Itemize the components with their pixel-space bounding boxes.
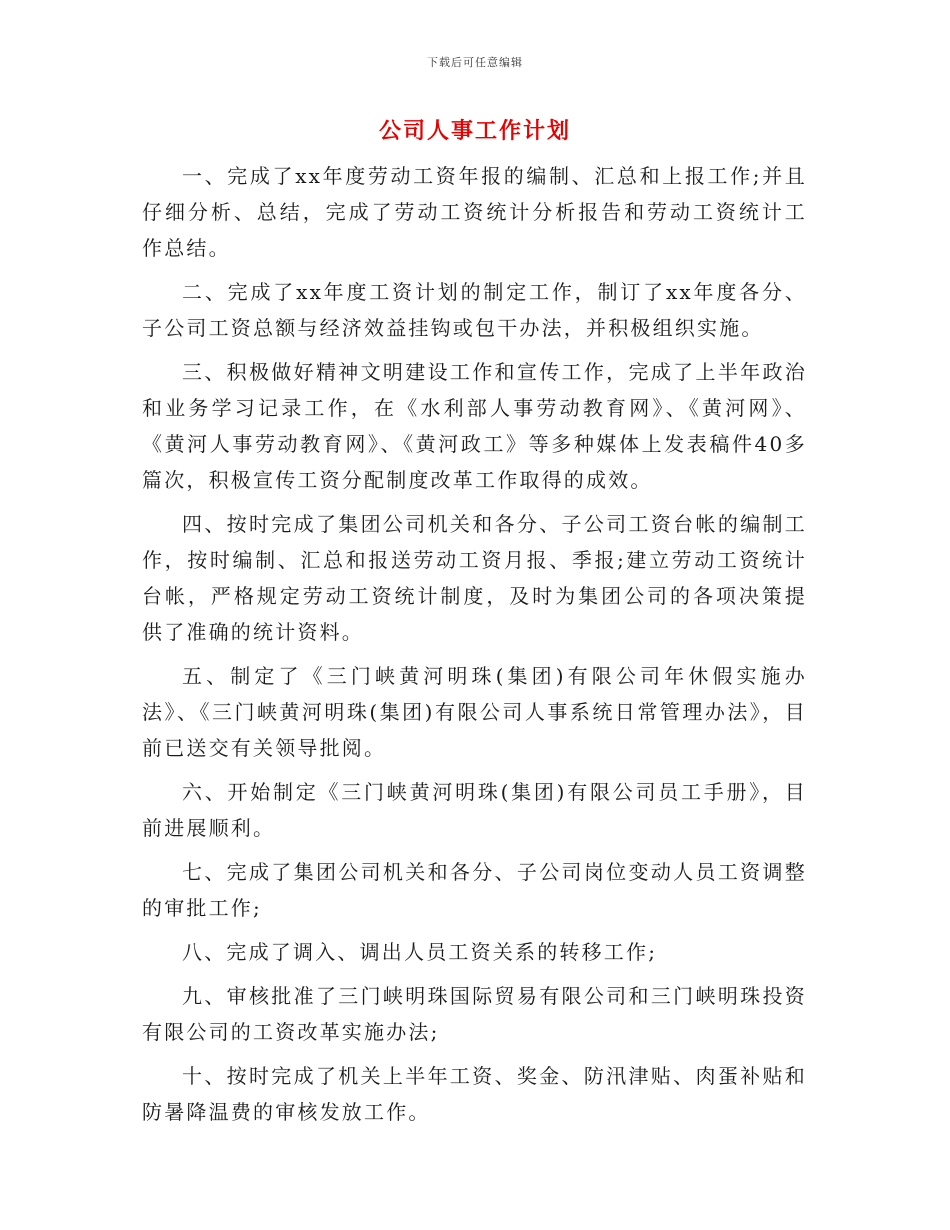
paragraph-10: 十、按时完成了机关上半年工资、奖金、防汛津贴、肉蛋补贴和防暑降温费的审核发放工作。 — [142, 1064, 807, 1124]
document-title: 公司人事工作计划 — [378, 118, 571, 144]
paragraph-7: 七、完成了集团公司机关和各分、子公司岗位变动人员工资调整的审批工作; — [142, 860, 807, 920]
paragraph-8: 八、完成了调入、调出人员工资关系的转移工作; — [182, 940, 658, 964]
document-body — [142, 158, 807, 1138]
paragraph-9: 九、审核批准了三门峡明珠国际贸易有限公司和三门峡明珠投资有限公司的工资改革实施办法; — [142, 984, 807, 1044]
paragraph-6: 六、开始制定《三门峡黄河明珠(集团)有限公司员工手册》，目前进展顺利。 — [142, 780, 807, 840]
paragraph-4: 四、按时完成了集团公司机关和各分、子公司工资台帐的编制工作，按时编制、汇总和报送劳动工资月报、季报;建立劳动工资统计台帐，严格规定劳动工资统计制度，及时为集团公司的各项决策提供了准确的统计资料。 — [142, 512, 807, 644]
paragraph-5: 五、制定了《三门峡黄河明珠(集团)有限公司年休假实施办法》、《三门峡黄河明珠(集团)有限公司人事系统日常管理办法》，目前已送交有关领导批阅。 — [142, 664, 807, 760]
paragraph-2: 二、完成了xx年度工资计划的制定工作，制订了xx年度各分、子公司工资总额与经济效益挂钩或包干办法，并积极组织实施。 — [142, 280, 807, 340]
paragraph-3: 三、积极做好精神文明建设工作和宣传工作，完成了上半年政治和业务学习记录工作，在《水利部人事劳动教育网》、《黄河网》、《黄河人事劳动教育网》、《黄河政工》等多种媒体上发表稿件40多篇次，积极宣传工资分配制度改革工作取得的成效。 — [142, 360, 807, 492]
page-header-note: 下载后可任意编辑 — [427, 56, 523, 69]
paragraph-1: 一、完成了xx年度劳动工资年报的编制、汇总和上报工作;并且仔细分析、总结，完成了劳动工资统计分析报告和劳动工资统计工作总结。 — [142, 164, 807, 260]
